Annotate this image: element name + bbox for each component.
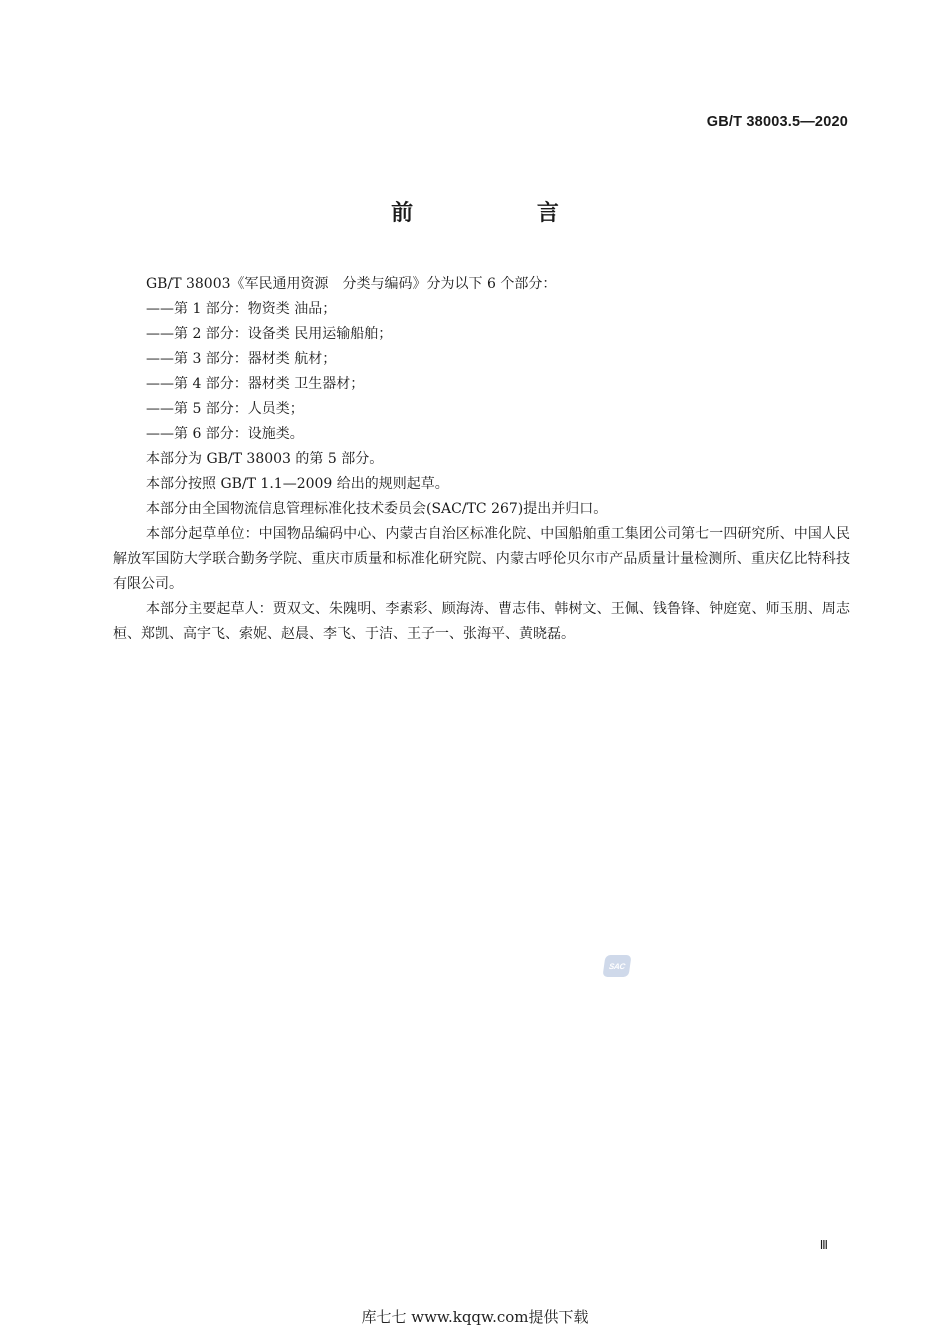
paragraph-proposer: 本部分由全国物流信息管理标准化技术委员会(SAC/TC 267)提出并归口。 [146,501,608,517]
standard-code: GB/T 38003.5—2020 [706,114,848,130]
list-item: ——第 5 部分：人员类； [146,401,304,417]
paragraph-drafters: 本部分主要起草人：贾双文、朱隗明、李素彩、顾海涛、曹志伟、韩树文、王佩、钱鲁锋、钟庭宽、师玉朋、周志桓、郑凯、高宇飞、索妮、赵晨、李飞、于洁、王子一、张海平、黄晓磊。 [113,601,850,642]
list-item: ——第 4 部分：器材类 卫生器材； [146,376,365,392]
list-item: ——第 2 部分：设备类 民用运输船舶； [146,326,393,342]
document-body [113,272,850,647]
paragraph-drafting-units: 本部分起草单位：中国物品编码中心、内蒙古自治区标准化院、中国船舶重工集团公司第七一四研究所、中国人民解放军国防大学联合勤务学院、重庆市质量和标准化研究院、内蒙古呼伦贝尔市产品质量计量检测所、重庆亿比特科技有限公司。 [113,526,850,592]
paragraph-drafting-rules: 本部分按照 GB/T 1.1—2009 给出的规则起草。 [146,476,449,492]
paragraph-part-statement: 本部分为 GB/T 38003 的第 5 部分。 [146,451,384,467]
download-footer: 库七七 www.kqqw.com提供下载 [361,1308,589,1326]
page-title: 前 言 [391,201,617,226]
list-item: ——第 1 部分：物资类 油品； [146,301,337,317]
sac-logo-icon [602,955,631,977]
sac-logo-text: SAC [608,961,626,971]
list-item: ——第 6 部分：设施类。 [146,426,304,442]
list-item: ——第 3 部分：器材类 航材； [146,351,337,367]
page-number: Ⅲ [819,1238,828,1252]
paragraph-intro: GB/T 38003《军民通用资源 分类与编码》分为以下 6 个部分： [146,276,557,292]
